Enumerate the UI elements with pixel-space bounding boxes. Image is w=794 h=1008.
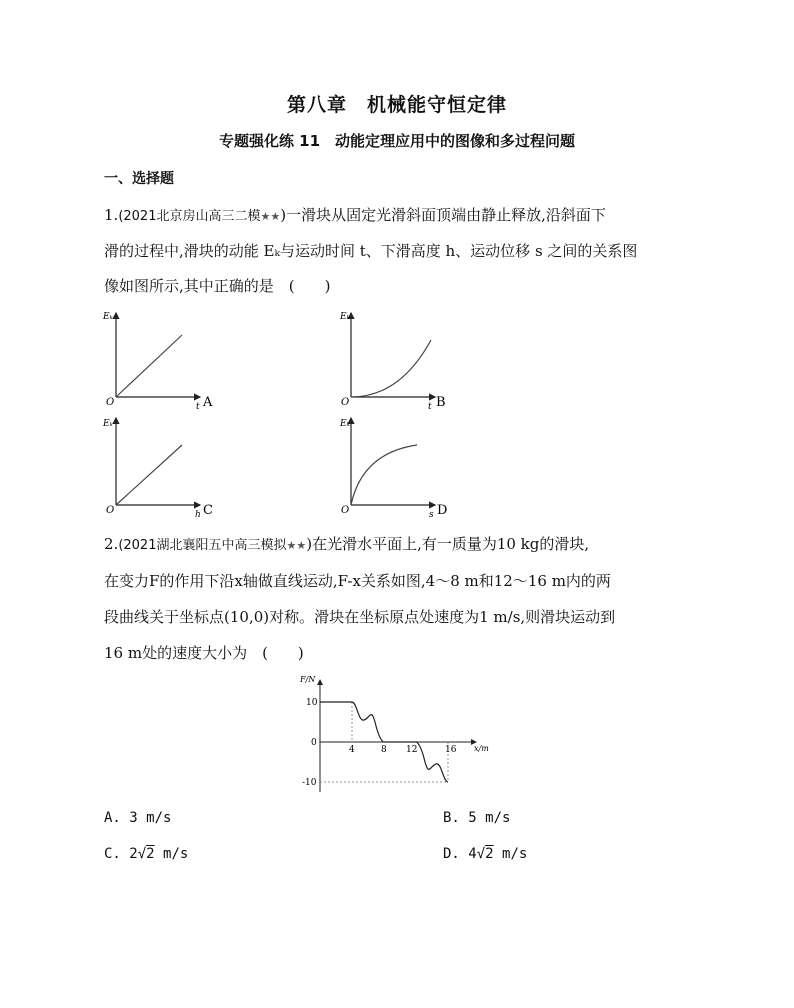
graph-d-origin: O <box>341 505 350 516</box>
graph-b <box>339 312 446 412</box>
q2-line-3: 段曲线关于坐标点(10,0)对称。滑块在坐标原点处速度为1 m/s,则滑块运动到 <box>104 608 616 626</box>
q1-number: 1. <box>104 206 119 224</box>
x-tick-16: 16 <box>445 745 457 755</box>
option-b[interactable]: B. 5 m/s <box>443 810 511 826</box>
q1-line-2: 滑的过程中,滑块的动能 Eₖ与运动时间 t、下滑高度 h、运动位移 s 之间的关系图 <box>104 242 638 260</box>
option-c-radicand: 2 <box>146 846 155 862</box>
q2-line-1 <box>104 533 589 554</box>
x-tick-4: 4 <box>349 745 355 755</box>
q1-source: (2021北京房山高三二模 <box>118 209 261 224</box>
graph-b-y-label: Eₖ <box>340 312 350 322</box>
difficulty-stars-icon: ★★ <box>260 210 281 223</box>
graph-c-curve <box>116 445 182 505</box>
graph-a-y-label: Eₖ <box>103 312 113 322</box>
graph-c-option: C <box>203 503 213 518</box>
q2-source: (2021湖北襄阳五中高三模拟 <box>118 538 287 553</box>
graph-a-origin: O <box>106 397 115 408</box>
y-axis-label: F/N <box>300 675 316 684</box>
section-subtitle: 专题强化练 11 动能定理应用中的图像和多过程问题 <box>218 132 576 150</box>
q1-text-1: 一滑块从固定光滑斜面顶端由静止释放,沿斜面下 <box>286 206 606 224</box>
graph-b-curve <box>351 340 431 397</box>
force-displacement-chart <box>296 672 496 797</box>
graph-d-option: D <box>437 503 448 518</box>
sqrt-icon: √ <box>476 846 486 862</box>
x-axis-label: x/m <box>474 744 489 753</box>
option-c-coef: C. 2 <box>104 846 138 862</box>
option-d-coef: D. 4 <box>443 846 477 862</box>
y-tick-10: 10 <box>306 698 318 708</box>
option-d-unit: m/s <box>493 846 528 862</box>
graph-d-x-label: s <box>429 510 434 520</box>
q1-source-close: ) <box>280 206 287 224</box>
q1-line-3: 像如图所示,其中正确的是 ( ) <box>104 277 331 295</box>
chapter-title: 第八章 机械能守恒定律 <box>286 94 507 116</box>
q2-text-1: 在光滑水平面上,有一质量为10 kg的滑块, <box>312 535 590 553</box>
x-tick-8: 8 <box>381 745 387 755</box>
section-heading: 一、选择题 <box>104 171 174 187</box>
graph-c-origin: O <box>106 505 115 516</box>
graph-b-origin: O <box>341 397 350 408</box>
graph-c-x-label: h <box>195 510 201 520</box>
graph-a-x-label: t <box>196 402 200 412</box>
graph-a <box>102 312 213 412</box>
option-a[interactable]: A. 3 m/s <box>104 810 172 826</box>
x-tick-12: 12 <box>406 745 418 755</box>
q1-graphs <box>100 305 448 525</box>
q1-line-1 <box>104 204 606 225</box>
graph-d-y-label: Eₖ <box>340 419 350 429</box>
y-tick-0: 0 <box>311 738 317 748</box>
graph-d <box>339 418 447 520</box>
graph-a-option: A <box>203 395 213 410</box>
y-tick-neg10: -10 <box>302 778 317 788</box>
q2-line-2: 在变力F的作用下沿x轴做直线运动,F-x关系如图,4～8 m和12～16 m内的两 <box>104 572 611 590</box>
option-c-unit: m/s <box>154 846 189 862</box>
option-c[interactable] <box>104 846 188 862</box>
sqrt-icon: √ <box>137 846 147 862</box>
graph-c-y-label: Eₖ <box>103 419 113 429</box>
graph-b-option: B <box>436 395 446 410</box>
graph-a-curve <box>116 335 182 397</box>
graph-c <box>102 418 213 520</box>
q2-source-close: ) <box>306 535 313 553</box>
q2-number: 2. <box>104 535 119 553</box>
graph-b-x-label: t <box>428 402 432 412</box>
difficulty-stars-icon: ★★ <box>286 539 307 552</box>
graph-d-curve <box>351 445 417 505</box>
option-d-radicand: 2 <box>485 846 494 862</box>
q2-line-4: 16 m处的速度大小为 ( ) <box>104 644 304 662</box>
option-d[interactable] <box>443 846 527 862</box>
